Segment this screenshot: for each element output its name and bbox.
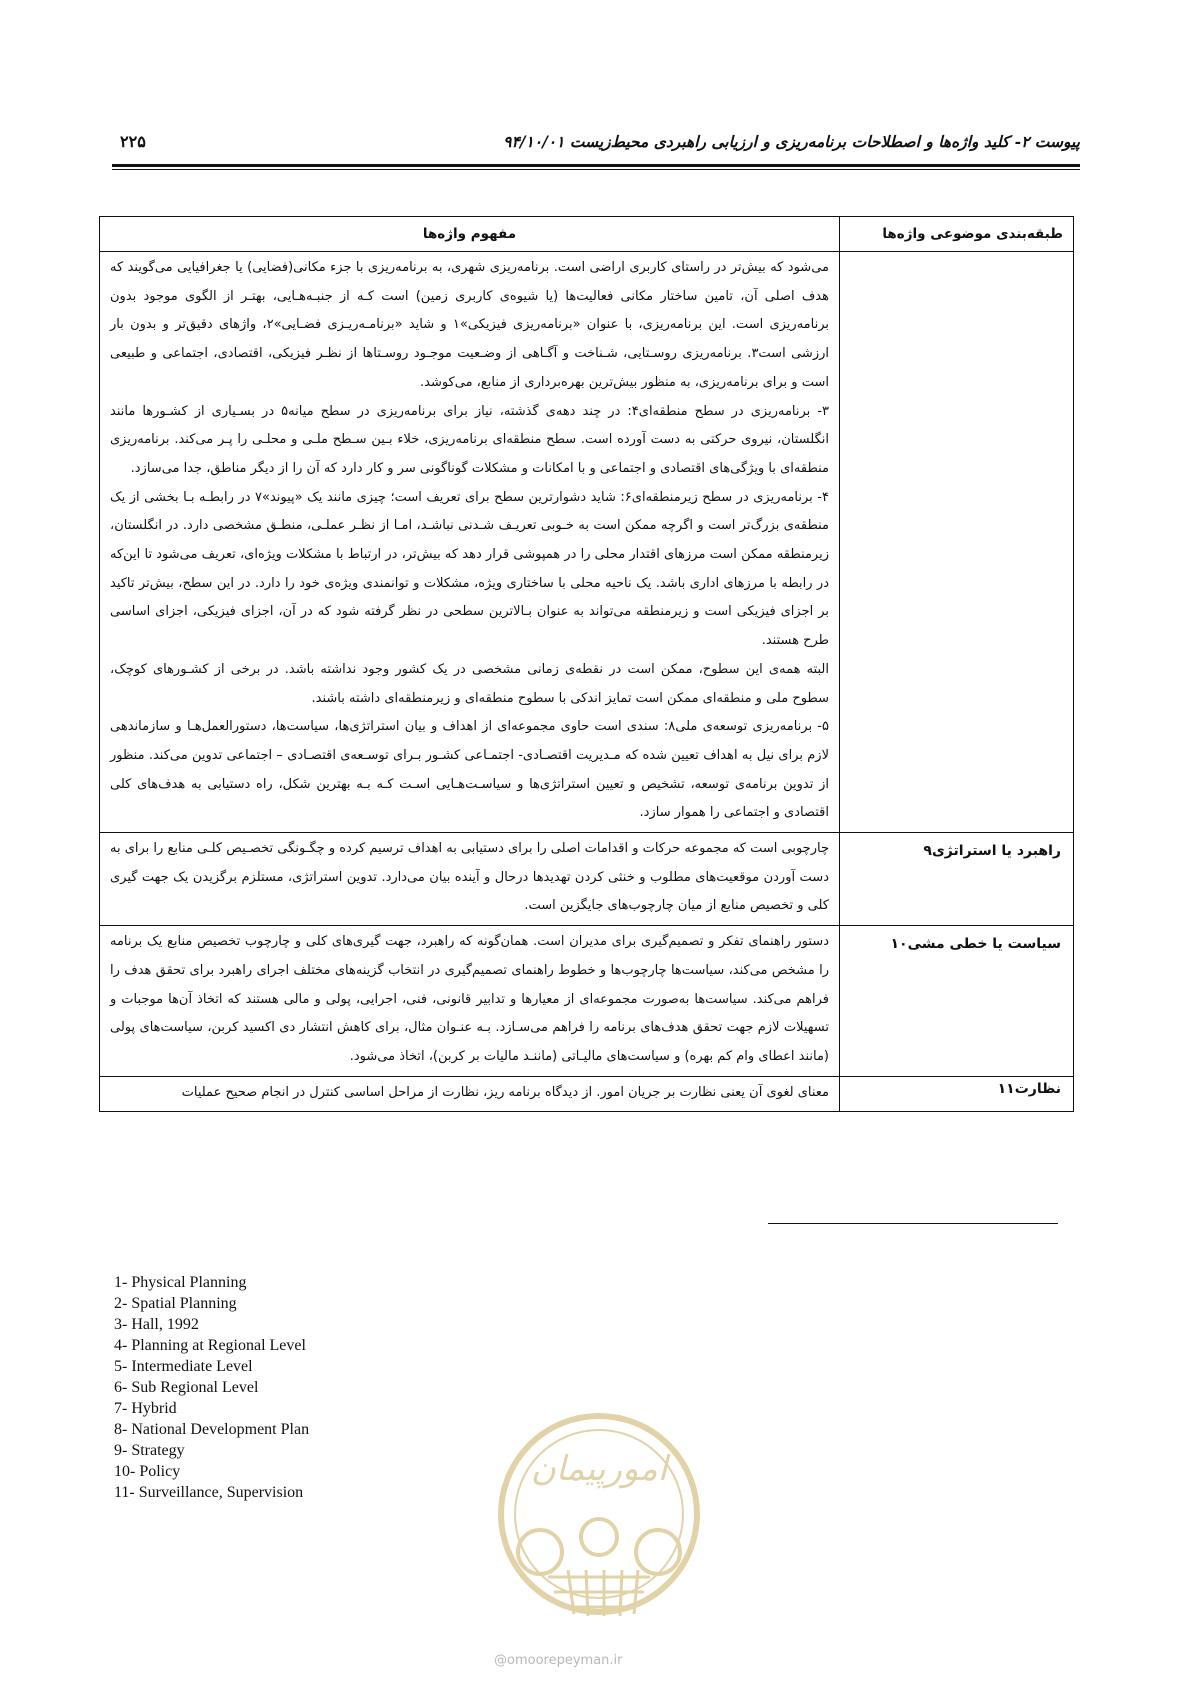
column-header-category: طبقه‌بندی موضوعی واژه‌ها [840,217,1074,252]
footnote: 1- Physical Planning [114,1274,247,1291]
footnotes-list [114,1272,309,1503]
watermark-logo-text: امورپیمان [530,1449,668,1489]
footnote-separator [768,1223,1058,1224]
running-header [112,128,1080,168]
definition-paragraph: ۴- برنامه‌ریزی در سطح زیرمنطقه‌ای۶: شاید دشوارترین سطح برای تعریف است؛ چیزی مانند یک «پیوند»۷ در رابطـه بـا بخشی از یک منطقه‌ی بزرگ‌تر است و اگرچه ممکن است به خـوبی تعریـف شـدنی نباشـد، امـا از نظـر عملـی، منطـق مشخصی دارد. در انگلستان، زیرمنطقه ممکن است مرزهای اقتدار محلی را در همپوشی قرار دهد که بیش‌تر، در ارتباط با مشکلات ویژه‌ای، تعریف می‌شود تا این‌که در رابطه با مرزهای اداری باشد. یک ناحیه محلی با ساختاری ویژه، مشکلات و توانمندی ویژه‌ی خود را دارد. در این سطح، بیش‌تر تاکید بر اجزای فیزیکی است و زیرمنطقه می‌تواند به عنوان بـالاترین سطحی در نظر گرفته شود که در آن، اجزای فیزیکی، اجزای اساسی طرح هستند. [110,489,829,649]
table-row [100,833,1074,926]
definition-paragraph: ۳- برنامه‌ریزی در سطح منطقه‌ای۴: در چند دهه‌ی گذشته، نیاز برای برنامه‌ریزی در سطح میانه۵ در بسـیاری از کشـورها مانند انگلستان، نیروی حرکتی به دست آورده است. سطح منطقه‌ای برنامه‌ریزی، خلاء بـین سـطح ملـی و محلـی را پـر می‌کند. برنامه‌ریزی منطقه‌ای با ویژگی‌های اقتصادی و اجتماعی و با امکانات و مشکلات گوناگونی سر و کار دارد که آن را از دیگر مناطق، جدا می‌سازد. [110,403,829,476]
definition-paragraph: البته همه‌ی این سطوح، ممکن است در نقطه‌ی زمانی مشخصی در یک کشور وجود نداشته باشد. در برخی از کشـورهای کوچک، سطوح ملی و منطقه‌ای ممکن است تمایز اندکی با سطوح منطقه‌ای و زیرمنطقه‌ای داشته باشند. [110,661,829,706]
footnote: 10- Policy [114,1463,181,1480]
watermark-url: @omoorepeyman.ir [494,1653,623,1668]
footnote: 6- Sub Regional Level [114,1379,259,1396]
header-title: پیوست ۲- کلید واژه‌ها و اصطلاحات برنامه‌ریزی و ارزیابی راهبردی محیط‌زیست ۹۴/۱۰/۰۱ [503,132,1080,151]
term-cell [840,252,1074,833]
footnote: 9- Strategy [114,1442,185,1459]
footnote: 7- Hybrid [114,1400,177,1417]
header-rule-thin [112,169,1080,170]
footnote: 2- Spatial Planning [114,1295,237,1312]
watermark-logo [478,1402,720,1672]
footnote: 8- National Development Plan [114,1421,310,1438]
column-header-definition: مفهوم واژه‌ها [100,217,840,252]
table-header-row [100,217,1074,252]
gear-icon [518,1519,680,1574]
definition-cell [100,1076,840,1112]
header-rule-thick [112,164,1080,167]
footnote: 3- Hall, 1992 [114,1316,199,1333]
definition-paragraph: چارچوبی است که مجموعه حرکات و اقدامات اصلی را برای دستیابی به اهداف ترسیم کرده و چگـونگی تخصـیص کلـی منابع را برای به دست آوردن موقعیت‌های مطلوب و خنثی کردن تهدیدها درحال و آینده بیان می‌دارد. تدوین استراتژی، مستلزم برگزیدن یک جهت گیری کلی و تخصیص منابع از میان چارچوب‌های جایگزین است. [110,841,829,914]
table-row [100,1076,1074,1112]
footnote: 5- Intermediate Level [114,1358,253,1375]
term-cell-policy: سیاست یا خطی مشی۱۰ [840,926,1074,1077]
page-number: ۲۲۵ [120,132,146,151]
definition-paragraph: ۵- برنامه‌ریزی توسعه‌ی ملی۸: سندی است حاوی مجموعه‌ای از اهداف و بیان استراتژی‌ها، سیاست‌ها، دستورالعمل‌هـا و سازماندهی لازم برای نیل به اهداف تعیین شده که مـدیریت اقتصـادی- اجتمـاعی کشـور بـرای توسـعه‌ی اقتصـادی – اجتماعی تدوین می‌کند. منظور از تدوین برنامه‌ی توسعه، تشخیص و تعیین استراتژی‌ها و سیاسـت‌هـایی اسـت کـه بـه بهترین شکل، راه دستیابی به هدف‌های کلی اقتصادی و اجتماعی را هموار سازد. [110,719,829,821]
term-cell-strategy: راهبرد یا استراتژی۹ [840,833,1074,926]
definition-paragraph: می‌شود که بیش‌تر در راستای کاربری اراضی است. برنامه‌ریزی شهری، به برنامه‌ریزی با جزء مکانی(فضایی) یا جغرافیایی می‌گویند که هدف اصلی آن، تامین ساختار مکانی فعالیت‌ها (یا شیوه‌ی کاربری زمین) است کـه از جنبـه‌هـایی، بهتـر از الگوی موجود بدون برنامه‌ریزی است. این برنامه‌ریزی، با عنوان «برنامه‌ریزی فیزیکی»۱ و شاید «برنامـه‌ریـزی فضـایی»۲، واژهای دقیق‌تر و بدون بار ارزشی است۳. برنامه‌ریزی روسـتایی، شـناخت و آگـاهی از وضـعیت موجـود روسـتاها از نظـر فیزیکی، اقتصادی، اجتماعی و طبیعی است و برای برنامه‌ریزی، به منظور بیش‌ترین بهره‌برداری از منابع، می‌کوشد. [110,260,830,390]
table-row [100,252,1074,833]
definition-paragraph: دستور راهنمای تفکر و تصمیم‌گیری برای مدیران است. همان‌گونه که راهبرد، جهت گیری‌های کلی و چارچوب تخصیص منابع یک برنامه را مشخص می‌کند، سیاست‌ها چارچوب‌ها و خطوط راهنمای تصمیم‌گیری در انتخاب گزینه‌های مختلف اجرای راهبرد برای تحقق هدف را فراهم می‌کند. سیاست‌ها به‌صورت مجموعه‌ای از معیارها و تدابیر قانونی، فنی، اجرایی، پولی و مالی هستند که اتخاذ آن‌ها موجبات و تسهیلات لازم جهت تحقق هدف‌های برنامه را فراهم می‌سـازد. بـه عنـوان مثال، برای کاهش انتشار دی اکسید کربن، سیاست‌های پولی (مانند اعطای وام کم بهره) و سیاست‌های مالیـاتی (ماننـد مالیات بر کربن)، اتخاذ می‌شود. [110,934,829,1064]
definition-paragraph: معنای لغوی آن یعنی نظارت بر جریان امور. از دیدگاه برنامه ریز، نظارت از مراحل اساسی کنترل در انجام صحیح عملیات [181,1084,829,1100]
definition-cell [100,252,840,833]
definition-cell [100,833,840,926]
footnote: 4- Planning at Regional Level [114,1337,306,1354]
footnote: 11- Surveillance, Supervision [114,1484,304,1501]
glossary-table [99,216,1074,1112]
table-row [100,926,1074,1077]
definition-cell [100,926,840,1077]
term-cell-supervision: نظارت۱۱ [840,1076,1074,1112]
